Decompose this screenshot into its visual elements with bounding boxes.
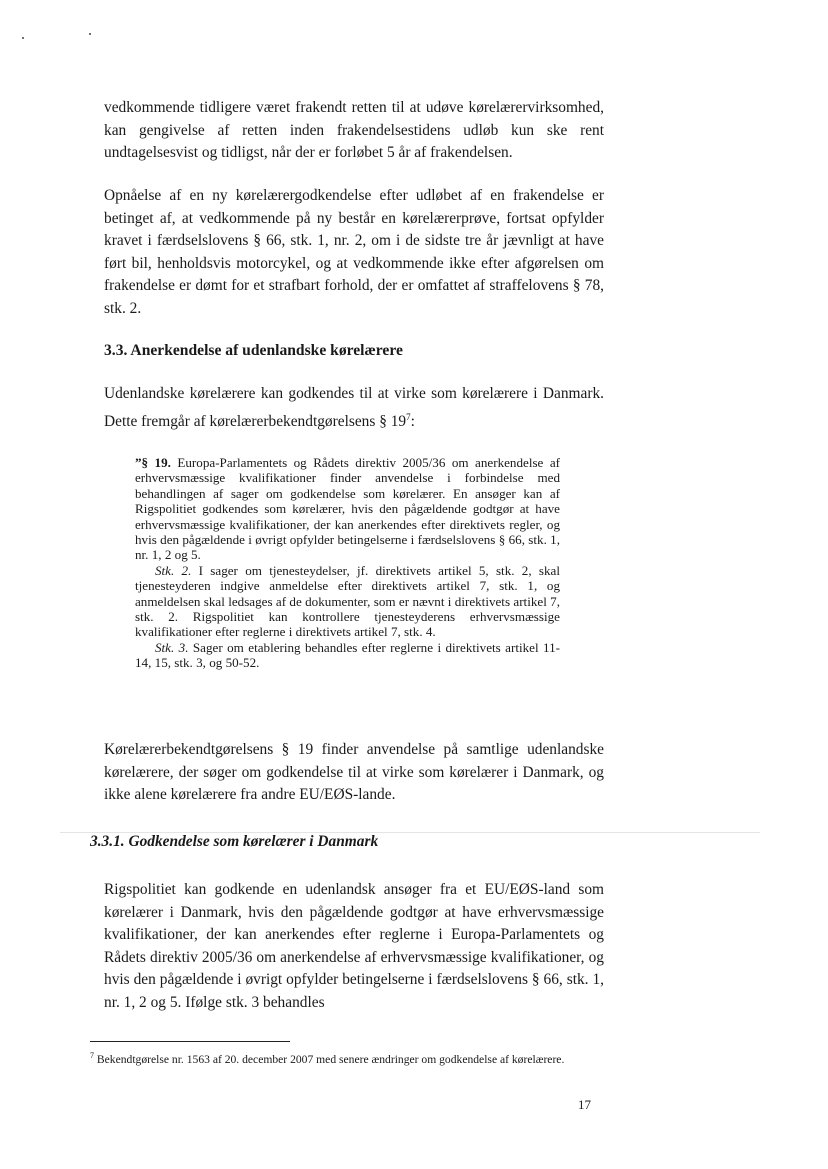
- paragraph-4: Kørelærerbekendtgørelsens § 19 finder anvendelse på samtlige udenlandske kørelærere, der søger om godkendelse til at virke som kørelærer i Danmark, og ikke alene kørelærere fra andre EU/EØS-lande.: [104, 741, 604, 803]
- footnote-ref: 7: [406, 411, 411, 422]
- footnote-rule: [90, 1041, 290, 1042]
- quote-stk3-label: Stk. 3.: [155, 639, 189, 655]
- footnote: [90, 1046, 600, 1069]
- paragraph-3: [104, 383, 604, 433]
- paragraph-3-text: Udenlandske kørelærere kan godkendes til at virke som kørelærere i Danmark. Dette fremgår af kørelærerbekendtgørelsens § 19: [104, 385, 604, 430]
- paragraph-3-end: :: [410, 412, 415, 430]
- quote-paragraph-2: [135, 563, 560, 640]
- quote-text-3: Sager om etablering behandles efter reglerne i direktivets artikel 11-14, 15, stk. 3, og 50-52.: [135, 639, 560, 671]
- paragraph-2: Opnåelse af en ny kørelærergodkendelse efter udløbet af en frakendelse er betinget af, at vedkommende på ny består en kørelærerprøve, fortsat opfylder kravet i færdselslovens § 66, stk. 1, nr. 2, om i de sidste tre år jævnligt at have ført bil, henholdsvis motorcykel, og at vedkommende ikke efter afgørelsen om frakendelse er dømt for et strafbart forhold, der er omfattet af straffelovens § 78, stk. 2.: [104, 187, 604, 317]
- section-heading: 3.3. Anerkendelse af udenlandske kørelærere: [104, 342, 403, 359]
- page-number: 17: [578, 1097, 591, 1112]
- scan-dot: [89, 33, 91, 35]
- subsection-heading: 3.3.1. Godkendelse som kørelærer i Danmark: [90, 833, 379, 850]
- scan-dot: [22, 37, 24, 39]
- footnote-text: Bekendtgørelse nr. 1563 af 20. december 2007 med senere ændringer om godkendelse af kørelærere.: [94, 1052, 565, 1066]
- quoted-section-19: [135, 455, 560, 671]
- quote-text-1: Europa-Parlamentets og Rådets direktiv 2005/36 om anerkendelse af erhvervsmæssige kvalifikationer finder anvendelse i forbindelse med behandlingen af sager om godkendelse som kørelærer. En ansøger kan af Rigspolitiet godkendes som kørelærer, hvis den pågældende godtgør at have erhvervsmæssige kvalifikationer, der kan anerkendes efter direktivets regler, og hvis den pågældende i øvrigt opfylder betingelserne i færdselslovens § 66, stk. 1, nr. 1, 2 og 5.: [135, 455, 561, 563]
- quote-paragraph-3: [135, 640, 560, 671]
- paragraph-5: Rigspolitiet kan godkende en udenlandsk ansøger fra et EU/EØS-land som kørelærer i Danmark, hvis den pågældende godtgør at have erhvervsmæssige kvalifikationer, der kan anerkendes efter reglerne i Europa-Parlamentets og Rådets direktiv 2005/36 om anerkendelse af erhvervsmæssige kvalifikationer, og hvis den pågældende i øvrigt opfylder betingelserne i færdselslovens § 66, stk. 1, nr. 1, 2 og 5. Ifølge stk. 3 behandles: [104, 881, 604, 1011]
- quote-lead: ”§ 19.: [135, 455, 171, 470]
- footnote-mark: 7: [90, 1051, 94, 1060]
- quote-stk2-label: Stk. 2.: [155, 562, 192, 578]
- quote-paragraph-1: [135, 455, 560, 563]
- paragraph-1: vedkommende tidligere været frakendt retten til at udøve kørelærervirksomhed, kan gengivelse af retten inden frakendelsestidens udløb kun ske rent undtagelsesvist og tidligst, når der er forløbet 5 år af frakendelsen.: [104, 99, 604, 161]
- quote-text-2: I sager om tjenesteydelser, jf. direktivets artikel 5, stk. 2, skal tjenesteyderen indgive anmeldelse efter direktivets artikel 7, stk. 1, og anmeldelsen skal ledsages af de dokumenter, som er nævnt i direktivets artikel 7, stk. 2. Rigspolitiet kan kontrollere tjenesteyderens erhvervsmæssige kvalifikationer efter reglerne i direktivets artikel 7, stk. 4.: [135, 562, 560, 640]
